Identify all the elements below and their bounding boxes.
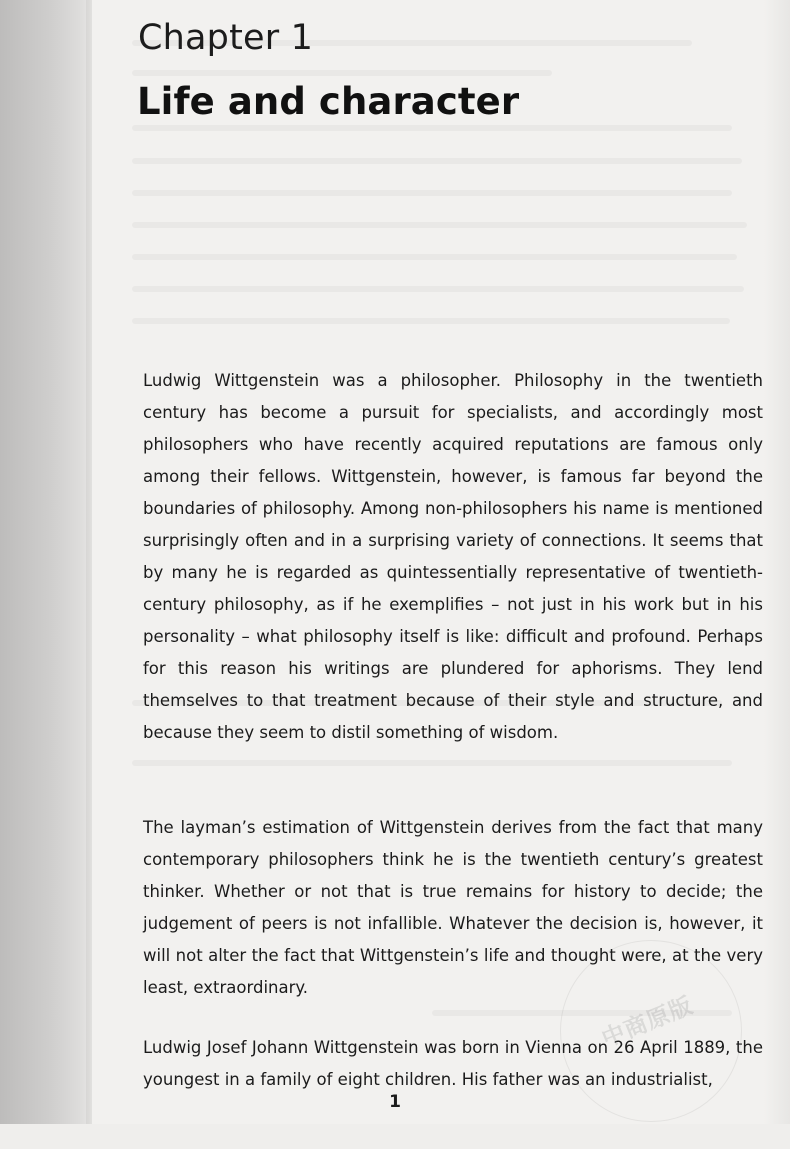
page-number: 1 [389, 1092, 401, 1112]
chapter-number: Chapter 1 [138, 18, 314, 58]
chapter-title: Life and character [137, 80, 520, 123]
stamp-text: 中商原版 [598, 992, 698, 1053]
page-right-edge [764, 0, 790, 1124]
paragraph-3: Ludwig Josef Johann Wittgenstein was born in Vienna on 26 April 1889, the youngest in a family of eight children. His father was an industrialist, [143, 1038, 763, 1089]
paragraph-2: The layman’s estimation of Wittgenstein derives from the fact that many contemporary philosophers think he is the twentieth century’s greatest thinker. Whether or not that is true remains for history to decide; the judgement of peers is not infallible. Whatever the decision is, however, it will not alter the fact that Wittgenstein’s life and thought were, at the very least, extraordinary. [143, 818, 763, 997]
previous-page-edge [0, 0, 92, 1124]
paragraph-1: Ludwig Wittgenstein was a philosopher. Philosophy in the twentieth century has become a pursuit for specialists, and accordingly most philosophers who have recently acquired reputations are famous only among their fellows. Wittgenstein, however, is famous far beyond the boundaries of philosophy. Among non-philosophers his name is mentioned surprisingly often and in a surprising variety of connections. It seems that by many he is regarded as quintessentially representative of twentieth-century philosophy, as if he exemplifies – not just in his work but in his personality – what philosophy itself is like: difficult and profound. Perhaps for this reason his writings are plundered for aphorisms. They lend themselves to that treatment because of their style and structure, and because they seem to distil something of wisdom. [143, 371, 763, 742]
